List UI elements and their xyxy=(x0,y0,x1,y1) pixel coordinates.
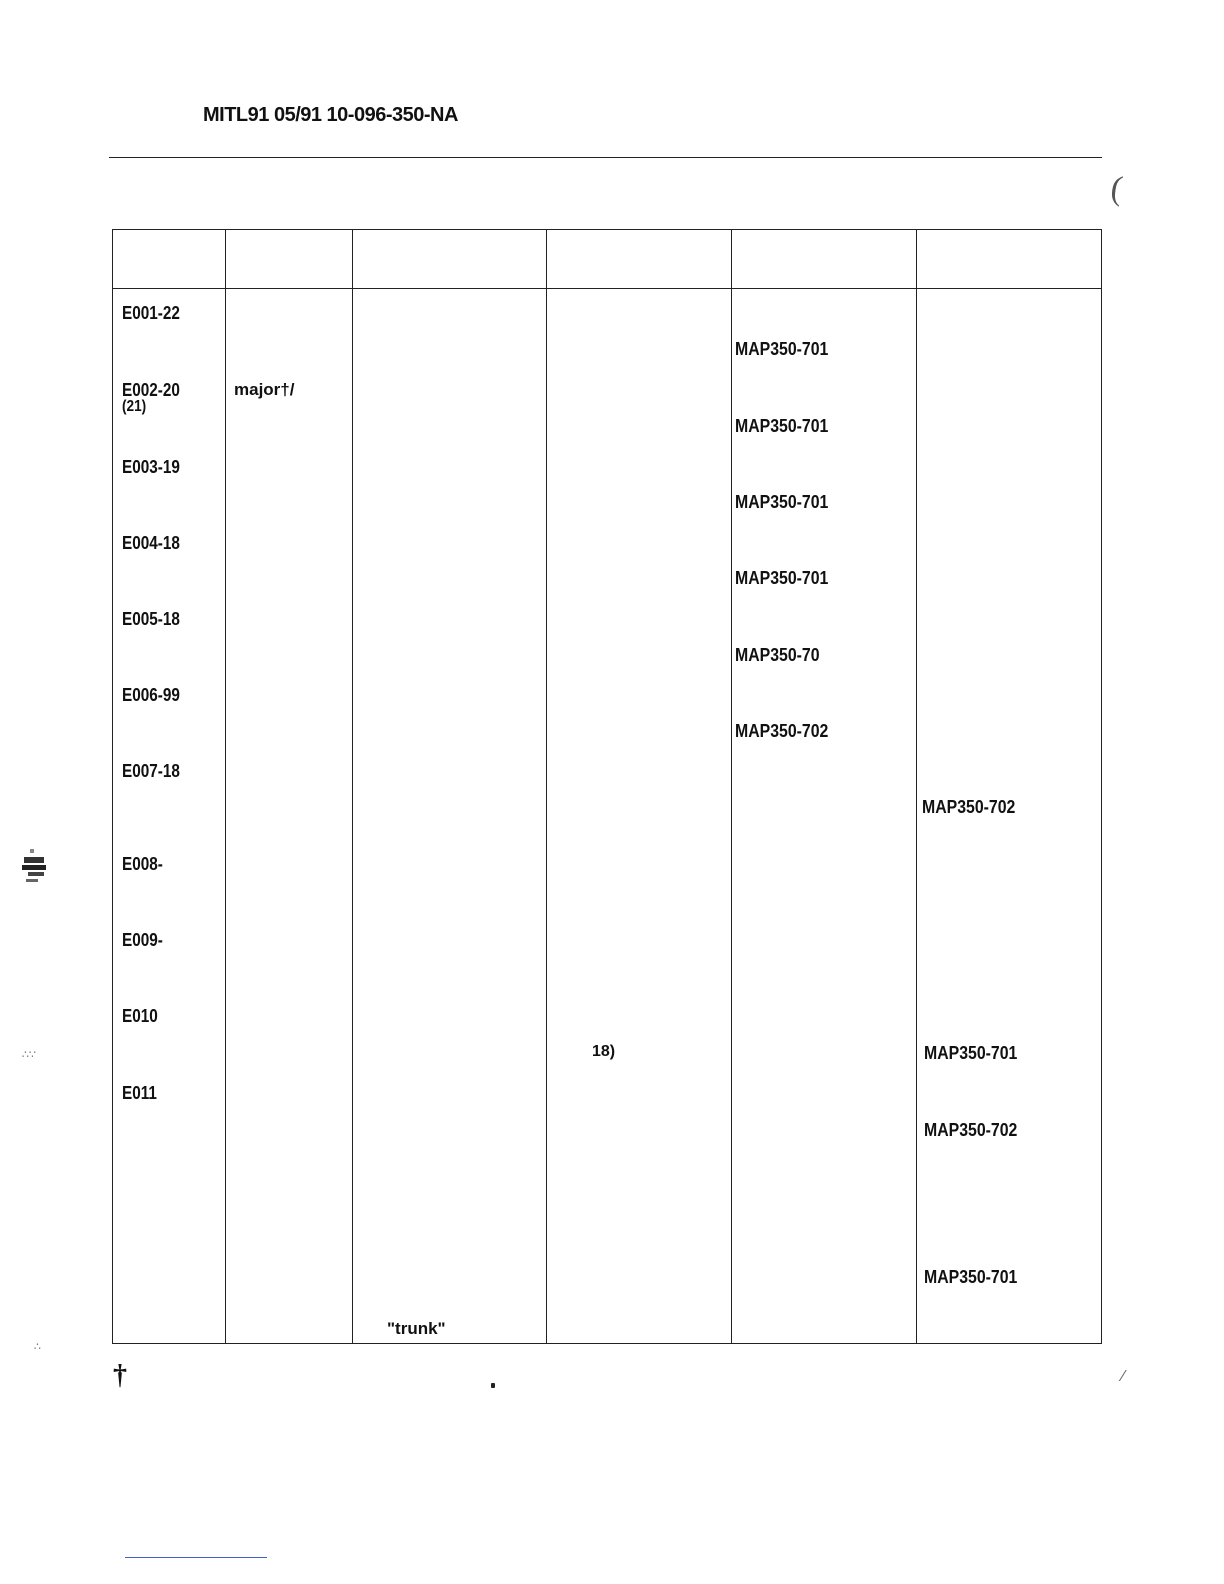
map-reference: MAP350-701 xyxy=(924,1043,1018,1063)
table-header-divider xyxy=(112,288,1102,289)
alarm-code-note: (21) xyxy=(122,398,147,415)
scan-artifact xyxy=(18,845,54,893)
alarm-code: E001-22 xyxy=(122,303,180,323)
scan-artifact: ⁄ xyxy=(1122,1368,1125,1385)
map-reference: MAP350-702 xyxy=(924,1120,1018,1140)
header-rule xyxy=(109,157,1102,158)
map-reference: MAP350-701 xyxy=(735,416,829,436)
map-reference: MAP350-701 xyxy=(924,1267,1018,1287)
cell-text: 18) xyxy=(592,1043,616,1060)
map-reference: MAP350-701 xyxy=(735,568,829,588)
map-reference: MAP350-701 xyxy=(735,492,829,512)
column-divider-5 xyxy=(916,229,917,1344)
column-divider-2 xyxy=(352,229,353,1344)
map-reference: MAP350-702 xyxy=(922,797,1016,817)
stray-mark xyxy=(491,1383,495,1388)
alarm-code: E005-18 xyxy=(122,609,180,629)
alarm-code: E002-20 xyxy=(122,380,180,400)
cell-text: "trunk" xyxy=(387,1319,446,1338)
alarm-code: E010 xyxy=(122,1006,158,1026)
scan-artifact: ∴ xyxy=(34,1341,41,1353)
alarm-code: E003-19 xyxy=(122,457,180,477)
severity-label: major†/ xyxy=(234,380,295,399)
column-divider-3 xyxy=(546,229,547,1344)
alarm-code: E007-18 xyxy=(122,761,180,781)
margin-mark: ( xyxy=(1108,169,1125,208)
document-id-header: MITL91 05/91 10-096-350-NA xyxy=(203,104,458,126)
alarm-code: E011 xyxy=(122,1083,157,1103)
link-underline xyxy=(125,1557,267,1558)
alarm-code: E008- xyxy=(122,854,163,874)
scan-artifact: ∴∵ xyxy=(22,1049,36,1061)
map-reference: MAP350-702 xyxy=(735,721,829,741)
alarm-code: E004-18 xyxy=(122,533,180,553)
footnote-dagger: † xyxy=(113,1360,127,1391)
alarm-code: E009- xyxy=(122,930,163,950)
map-reference: MAP350-70 xyxy=(735,645,820,665)
alarm-code: E006-99 xyxy=(122,685,180,705)
column-divider-4 xyxy=(731,229,732,1344)
column-divider-1 xyxy=(225,229,226,1344)
map-reference: MAP350-701 xyxy=(735,339,829,359)
